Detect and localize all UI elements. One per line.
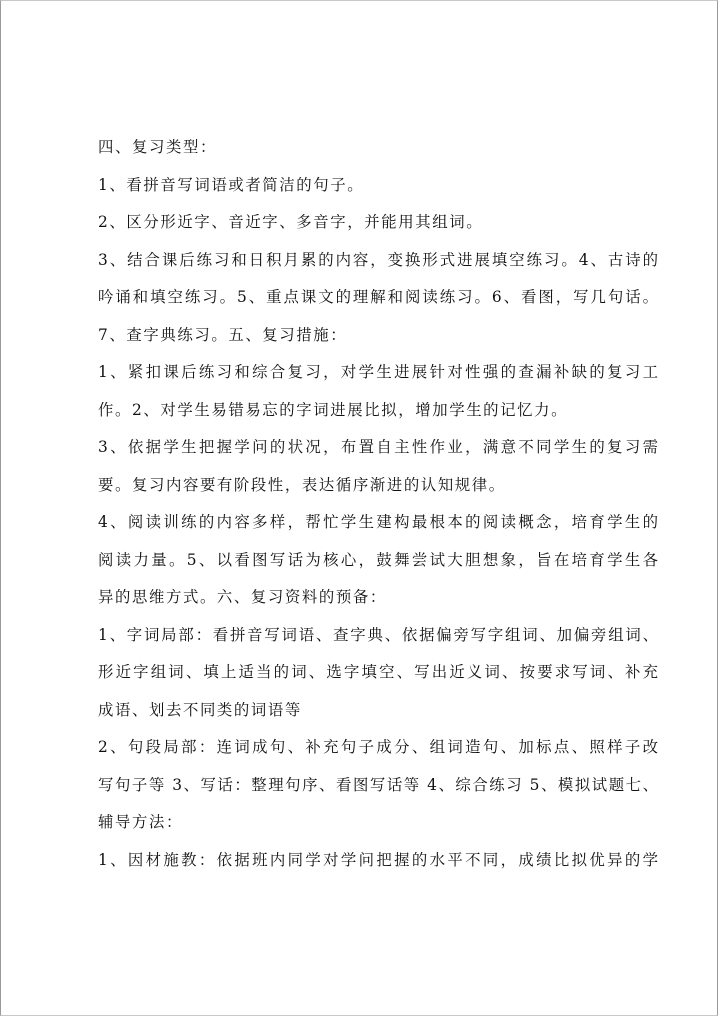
paragraph-line: 作。2、对学生易错易忘的字词进展比拟，增加学生的记忆力。 [98, 401, 569, 419]
paragraph-line: 2、句段局部：连词成句、补充句子成分、组词造句、加标点、照样子改 [98, 738, 658, 756]
paragraph-line: 3、依据学生把握学问的状况，布置自主性作业，满意不同学生的复习需 [98, 438, 658, 456]
paragraph-line: 写句子等 3、写话：整理句序、看图写话等 4、综合练习 5、模拟试题七、 [98, 776, 658, 794]
paragraph-line: 3、结合课后练习和日积月累的内容，变换形式进展填空练习。4、古诗的 [98, 251, 658, 269]
paragraph-line: 2、区分形近字、音近字、多音字，并能用其组词。 [98, 213, 484, 231]
paragraph-line: 阅读力量。5、以看图写话为核心，鼓舞尝试大胆想象，旨在培育学生各 [98, 551, 658, 569]
paragraph-line: 异的思维方式。六、复习资料的预备： [98, 588, 387, 606]
paragraph-line: 成语、划去不同类的词语等 [98, 701, 302, 719]
paragraph-line: 要。复习内容要有阶段性，表达循序渐进的认知规律。 [98, 476, 506, 494]
paragraph-line: 1、紧扣课后练习和综合复习，对学生进展针对性强的查漏补缺的复习工 [98, 363, 658, 381]
paragraph-line: 吟诵和填空练习。5、重点课文的理解和阅读练习。6、看图，写几句话。 [98, 288, 658, 306]
paragraph-line: 辅导方法： [98, 813, 183, 831]
paragraph-line: 7、查字典练习。五、复习措施： [98, 326, 348, 344]
section-heading-review-types: 四、复习类型： [98, 138, 217, 156]
paragraph-line: 1、因材施教：依据班内同学对学问把握的水平不同，成绩比拟优异的学 [98, 851, 658, 869]
paragraph-line: 形近字组词、填上适当的词、选字填空、写出近义词、按要求写词、补充 [98, 663, 658, 681]
paragraph-line: 4、阅读训练的内容多样，帮忙学生建构最根本的阅读概念，培育学生的 [98, 513, 658, 531]
paragraph-line: 1、字词局部：看拼音写词语、查字典、依据偏旁写字组词、加偏旁组词、 [98, 626, 658, 644]
paragraph-line: 1、看拼音写词语或者简洁的句子。 [98, 176, 365, 194]
